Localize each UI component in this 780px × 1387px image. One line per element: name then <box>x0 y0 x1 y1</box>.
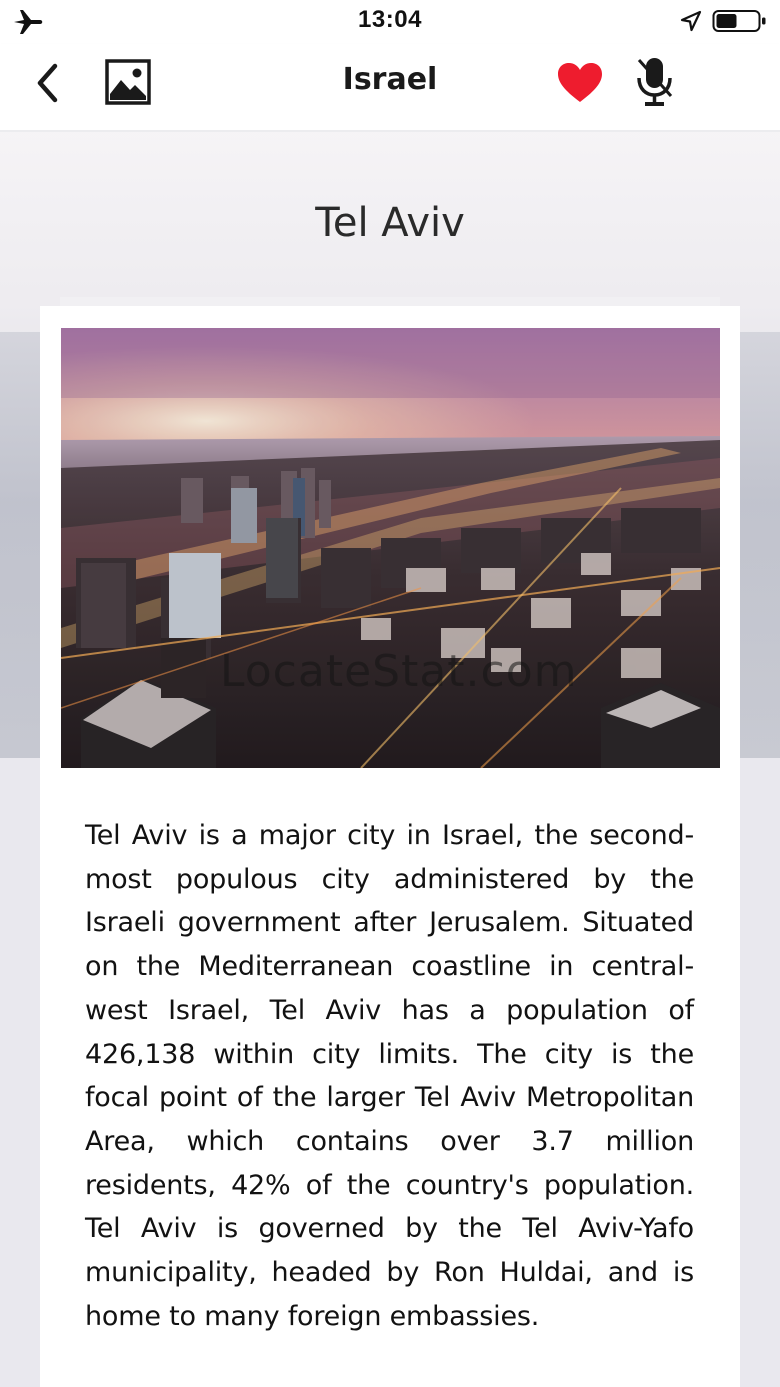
nav-bar <box>0 44 780 132</box>
back-chevron-icon[interactable] <box>28 60 68 106</box>
city-card <box>40 306 740 1387</box>
city-photo <box>61 328 720 768</box>
nav-title: Israel <box>342 62 438 97</box>
status-bar <box>0 0 780 44</box>
battery-icon <box>712 9 768 33</box>
photo-watermark: LocateStat.com <box>220 646 578 697</box>
image-icon[interactable] <box>104 58 152 106</box>
city-title: Tel Aviv <box>315 200 465 246</box>
location-arrow-icon <box>680 10 702 32</box>
microphone-icon[interactable] <box>634 56 676 108</box>
status-time: 13:04 <box>358 6 422 33</box>
heart-icon[interactable] <box>556 62 604 104</box>
city-description: Tel Aviv is a major city in Israel, the second-most populous city administered by the Israeli government after Jerusalem. Situated on the Mediterranean coastline in central-west Israel, Tel Aviv has a population of 426,138 within city limits. The city is the focal point of the larger Tel Aviv Metropolitan Area, which contains over 3.7 million residents, 42% of the country's population. Tel Aviv is governed by the Tel Aviv-Yafo municipality, headed by Ron Huldai, and is home to many foreign embassies. <box>85 820 694 1332</box>
